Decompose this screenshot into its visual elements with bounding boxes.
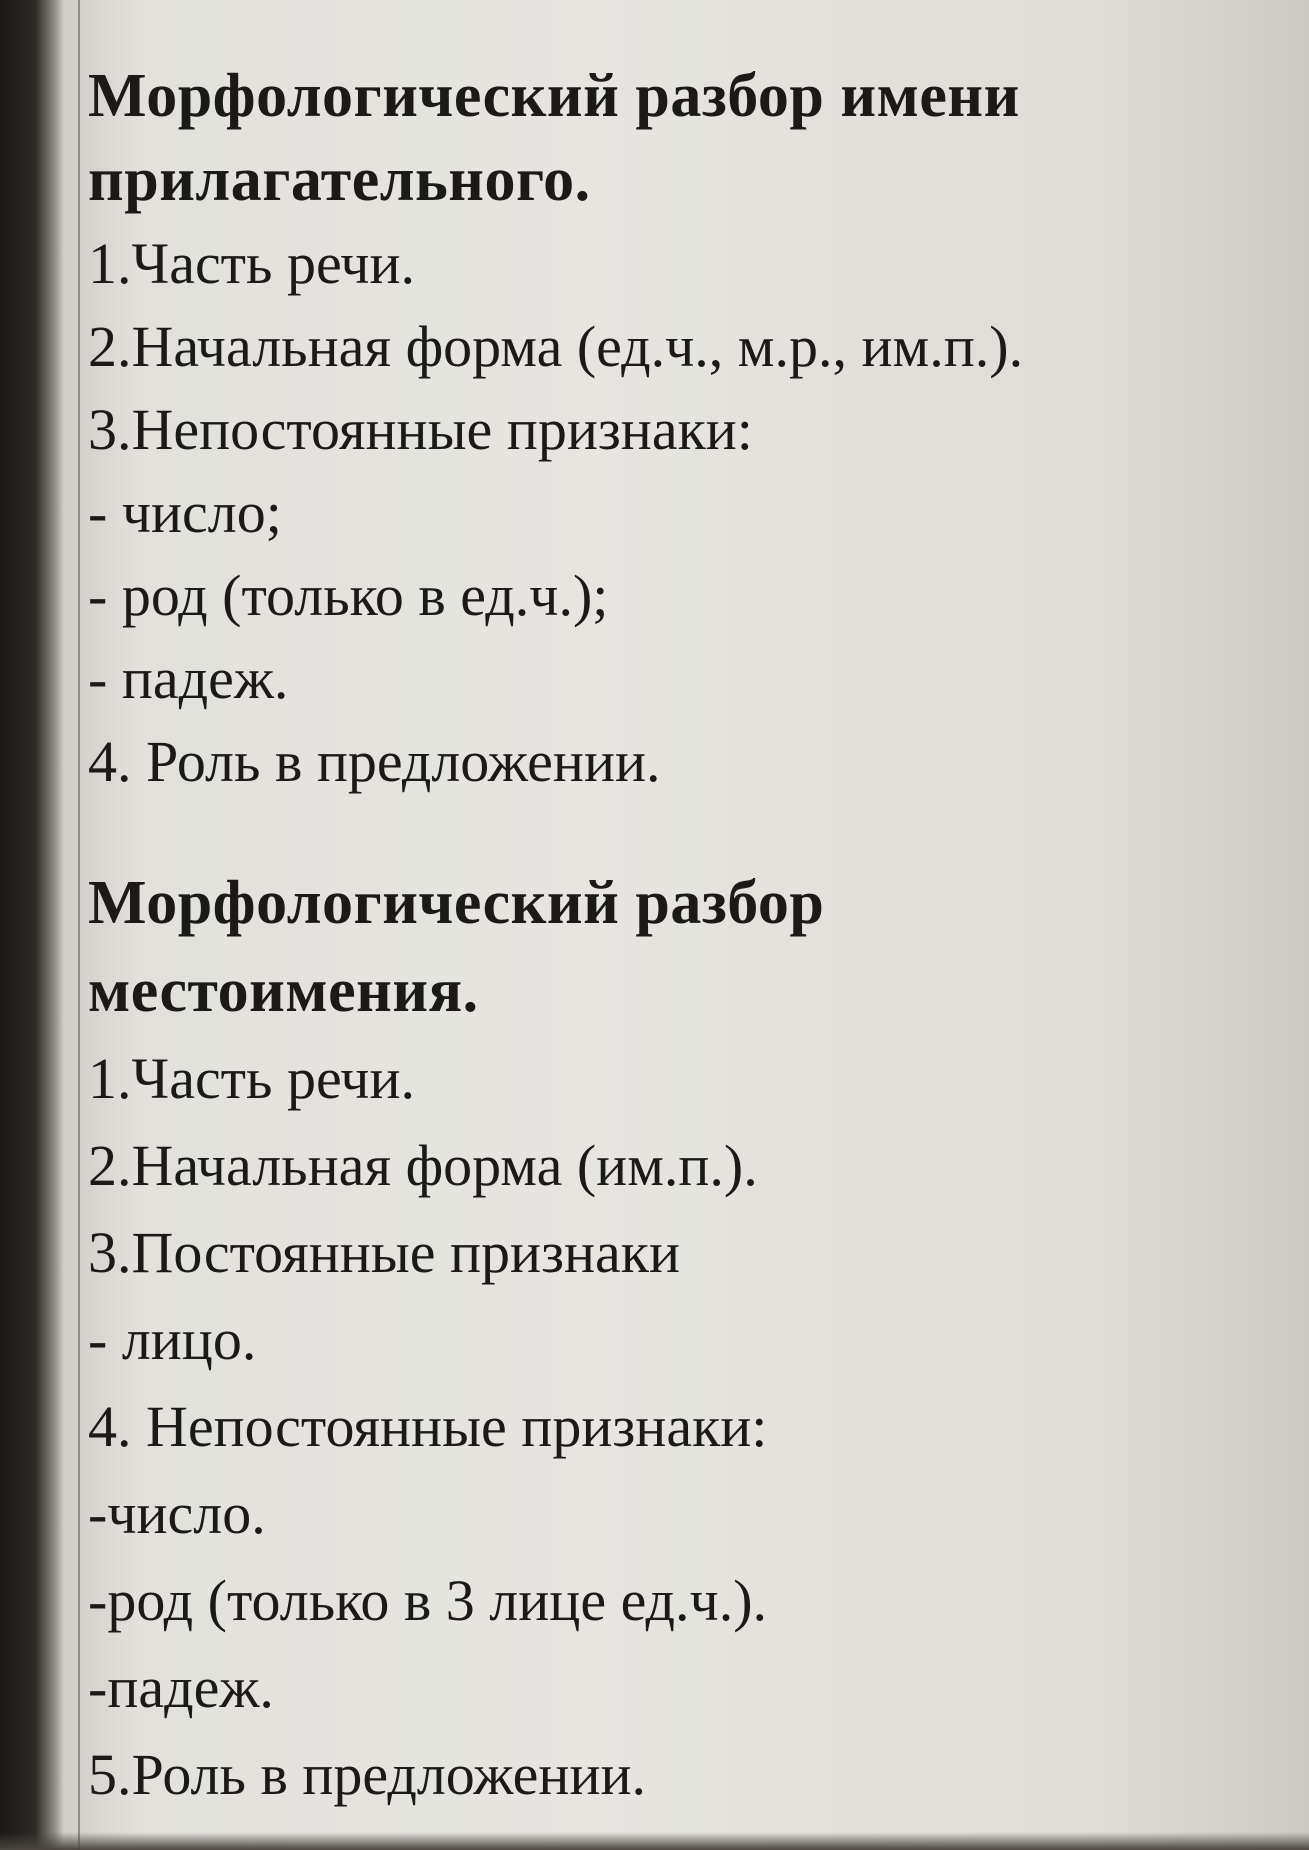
paper-fold-line — [78, 0, 80, 1850]
list-item: 1.Часть речи. — [88, 1046, 415, 1111]
list-item: - род (только в ед.ч.); — [88, 563, 609, 628]
section-heading-line: Морфологический разбор имени — [88, 62, 1020, 130]
list-item: - лицо. — [88, 1307, 257, 1372]
section-heading-line: прилагательного. — [88, 146, 591, 214]
list-item: -род (только в 3 лице ед.ч.). — [88, 1568, 768, 1633]
list-item: 2.Начальная форма (ед.ч., м.р., им.п.). — [88, 314, 1024, 379]
list-item: 2.Начальная форма (им.п.). — [88, 1133, 758, 1198]
list-item: 3.Постоянные признаки — [88, 1220, 681, 1285]
list-item: 4. Роль в предложении. — [88, 729, 661, 794]
list-item: 5.Роль в предложении. — [88, 1742, 647, 1807]
list-item: 4. Непостоянные признаки: — [88, 1394, 768, 1459]
paper-left-edge — [0, 0, 64, 1850]
printed-sheet — [88, 54, 1288, 1818]
list-item: - падеж. — [88, 646, 289, 711]
list-item: -число. — [88, 1481, 266, 1546]
section-heading-line: Морфологический разбор — [88, 869, 825, 937]
paper-bottom-shadow — [0, 1832, 1309, 1850]
adjective-analysis-section — [88, 54, 1288, 803]
list-item: - число; — [88, 480, 282, 545]
list-item: 3.Непостоянные признаки: — [88, 397, 753, 462]
list-item: 1.Часть речи. — [88, 231, 415, 296]
pronoun-analysis-section — [88, 859, 1288, 1818]
section-heading-line: местоимения. — [88, 957, 479, 1025]
list-item: -падеж. — [88, 1655, 274, 1720]
